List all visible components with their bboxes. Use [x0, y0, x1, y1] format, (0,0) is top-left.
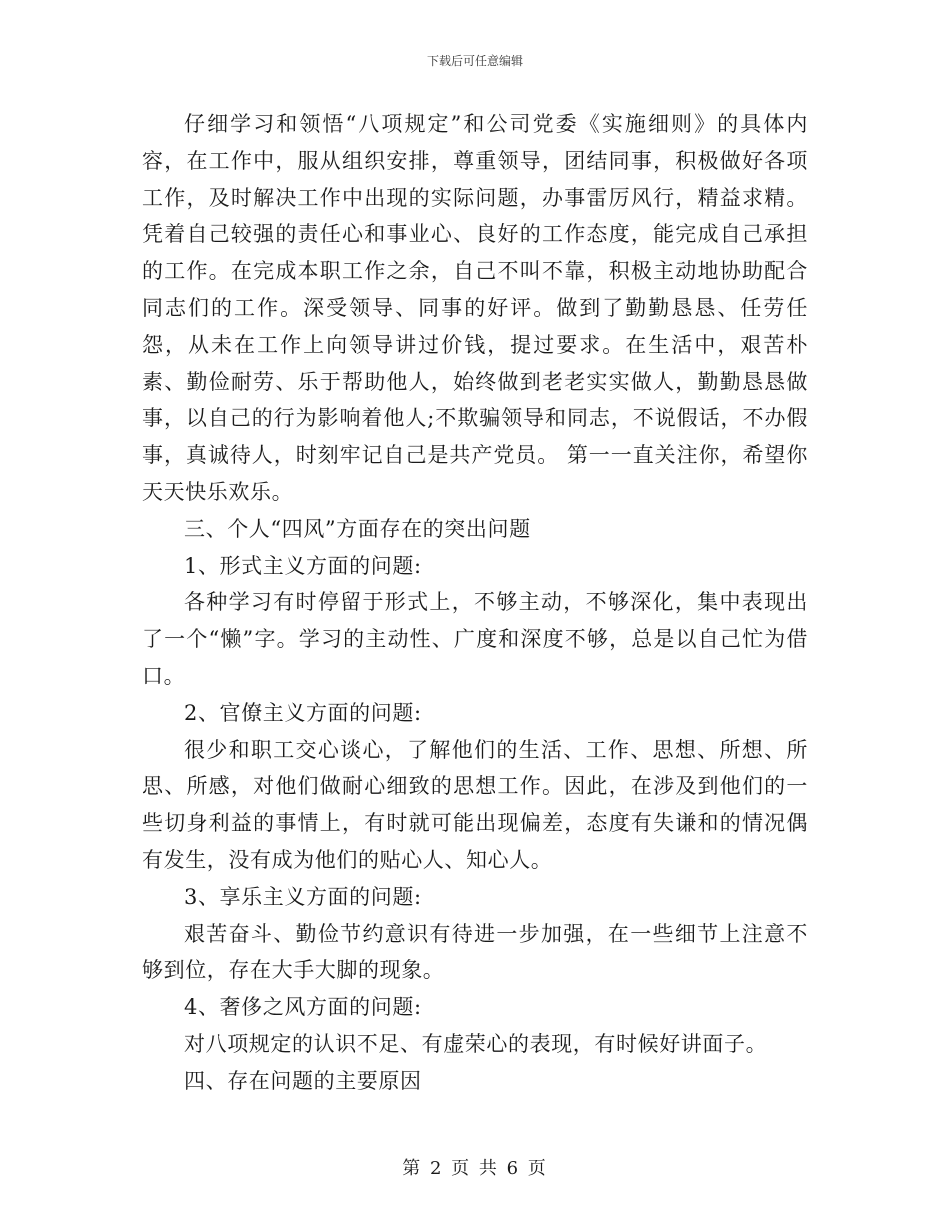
subheading-extravagance: 4、奢侈之风方面的问题:	[184, 995, 422, 1020]
subheading-formalism: 1、形式主义方面的问题:	[184, 553, 422, 578]
subheading-bureaucratism: 2、官僚主义方面的问题:	[184, 700, 422, 725]
paragraph-bureaucratism: 很少和职工交心谈心，了解他们的生活、工作、思想、所想、所思、所感，对他们做耐心细致的思想工作。因此，在涉及到他们的一些切身利益的事情上，有时就可能出现偏差，态度有失谦和的情况偶有发生，没有成为他们的贴心人、知心人。	[142, 737, 808, 872]
paragraph-formalism: 各种学习有时停留于形式上，不够主动，不够深化，集中表现出了一个“懒”字。学习的主动性、广度和深度不够，总是以自己忙为借口。	[142, 590, 808, 688]
paragraph-extravagance: 对八项规定的认识不足、有虚荣心的表现，有时候好讲面子。	[184, 1031, 768, 1056]
page-number: 第 2 页 共 6 页	[402, 1158, 548, 1179]
download-note: 下载后可任意编辑	[426, 54, 523, 68]
section-heading-causes: 四、存在问题的主要原因	[184, 1068, 422, 1093]
paragraph-hedonism: 艰苦奋斗、勤俭节约意识有待进一步加强，在一些细节上注意不够到位，存在大手大脚的现象。	[142, 921, 808, 983]
document-body	[142, 106, 808, 1100]
subheading-hedonism: 3、享乐主义方面的问题:	[184, 884, 422, 909]
paragraph-self-assessment: 仔细学习和领悟“八项规定”和公司党委《实施细则》的具体内容，在工作中，服从组织安排，尊重领导，团结同事，积极做好各项工作，及时解决工作中出现的实际问题，办事雷厉风行，精益求精。凭着自己较强的责任心和事业心、良好的工作态度，能完成自己承担的工作。在完成本职工作之余，自己不叫不靠，积极主动地协助配合同志们的工作。深受领导、同事的好评。做到了勤勤恳恳、任劳任怨，从未在工作上向领导讲过价钱，提过要求。在生活中，艰苦朴素、勤俭耐劳、乐于帮助他人，始终做到老老实实做人，勤勤恳恳做事，以自己的行为影响着他人;不欺骗领导和同志，不说假话，不办假事，真诚待人，时刻牢记自己是共产党员。 第一一直关注你，希望你天天快乐欢乐。	[142, 112, 808, 504]
section-heading-four-winds: 三、个人“四风”方面存在的突出问题	[184, 516, 531, 541]
